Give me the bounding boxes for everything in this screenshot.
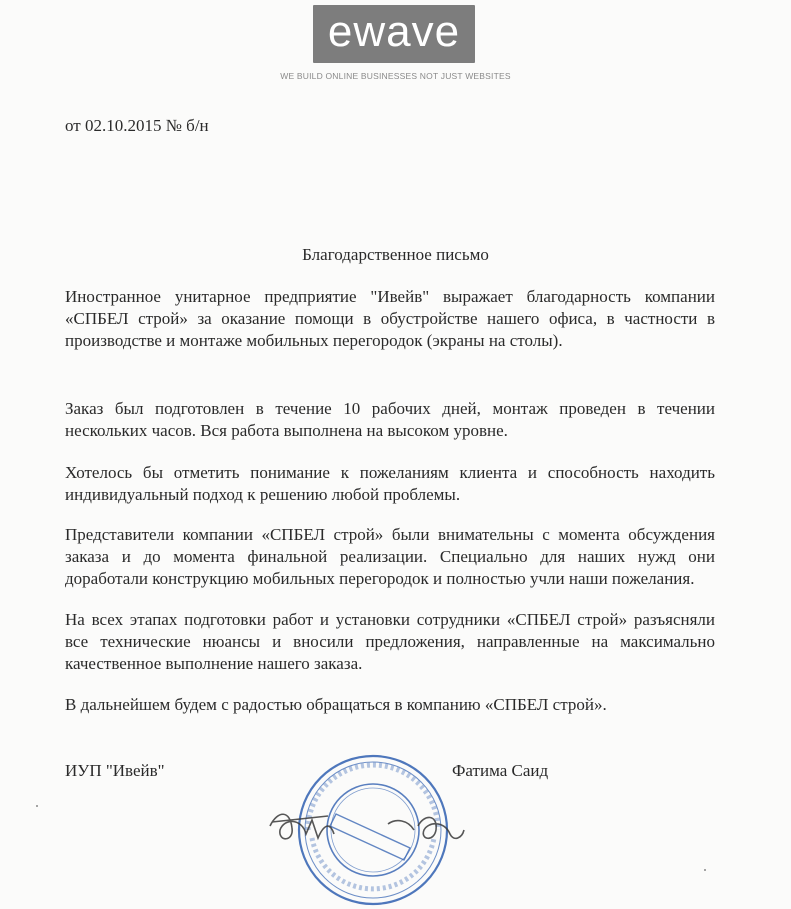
paragraph: На всех этапах подготовки работ и установки сотрудники «СПБЕЛ строй» разъясняли все технические нюансы и вносили предложения, направленные на максимально качественное выполнение нашего заказа. bbox=[65, 610, 715, 673]
company-stamp bbox=[268, 738, 468, 908]
paragraph: Заказ был подготовлен в течение 10 рабочих дней, монтаж проведен в течении нескольких часов. Вся работа выполнена на высоком уровне. bbox=[65, 399, 715, 440]
scan-speck bbox=[704, 869, 706, 871]
organization-name: ИУП "Ивейв" bbox=[65, 761, 165, 780]
scan-speck bbox=[36, 805, 38, 807]
paragraph: Иностранное унитарное предприятие "Ивейв" выражает благодарность компании «СПБЕЛ строй» за оказание помощи в обустройстве нашего офиса, в частности в производстве и монтаже мобильных перегородок (экраны на столы). bbox=[65, 287, 715, 350]
letter-reference: от 02.10.2015 № б/н bbox=[65, 116, 209, 135]
paragraph: Хотелось бы отметить понимание к пожеланиям клиента и способность находить индивидуальный подход к решению любой проблемы. bbox=[65, 463, 715, 504]
logo-text: ewave bbox=[327, 7, 461, 56]
letter-title: Благодарственное письмо bbox=[302, 245, 489, 264]
paragraph: Представители компании «СПБЕЛ строй» были внимательны с момента обсуждения заказа и до момента финальной реализации. Специально для наших нужд они доработали конструкцию мобильных перегородок и полностью учли наши пожелания. bbox=[65, 525, 715, 588]
signer-name: Фатима Саид bbox=[452, 761, 549, 780]
company-tagline: WE BUILD ONLINE BUSINESSES NOT JUST WEBSITES bbox=[280, 71, 511, 81]
paragraph: В дальнейшем будем с радостью обращаться в компанию «СПБЕЛ строй». bbox=[65, 695, 607, 714]
company-logo bbox=[313, 5, 475, 63]
